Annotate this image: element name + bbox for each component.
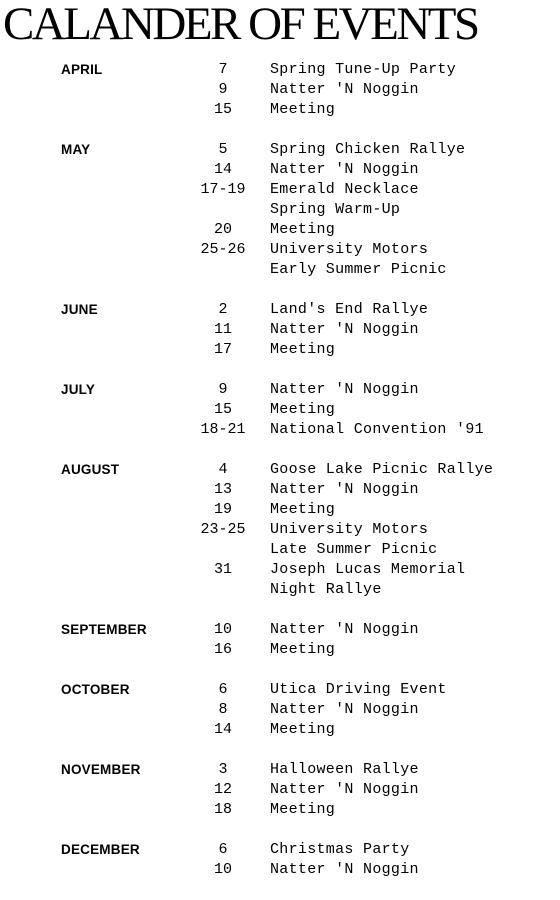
event-day: 10 xyxy=(213,861,232,878)
event-day: 16 xyxy=(213,641,232,658)
event-row xyxy=(0,320,560,340)
event-row xyxy=(0,780,560,800)
event-name: Meeting xyxy=(270,721,336,738)
event-name: Spring Warm-Up xyxy=(270,201,401,218)
event-day: 3 xyxy=(218,761,228,778)
event-name: Natter 'N Noggin xyxy=(270,781,419,798)
event-day: 31 xyxy=(213,561,232,578)
event-day: 15 xyxy=(213,101,232,118)
event-row xyxy=(0,160,560,180)
month-block-may xyxy=(0,140,560,280)
month-block-december xyxy=(0,840,560,880)
month-label: DECEMBER xyxy=(61,842,140,857)
event-row xyxy=(0,560,560,580)
event-row xyxy=(0,720,560,740)
event-row xyxy=(0,860,560,880)
event-day: 13 xyxy=(213,481,232,498)
event-name: Late Summer Picnic xyxy=(270,541,438,558)
event-day: 2 xyxy=(218,301,228,318)
event-name: National Convention '91 xyxy=(270,421,484,438)
event-name: Natter 'N Noggin xyxy=(270,621,419,638)
month-block-june xyxy=(0,300,560,360)
event-row xyxy=(0,200,560,220)
event-day: 6 xyxy=(218,841,228,858)
event-name: Meeting xyxy=(270,501,336,518)
month-block-september xyxy=(0,620,560,660)
event-row xyxy=(0,100,560,120)
event-row xyxy=(0,540,560,560)
event-row xyxy=(0,640,560,660)
month-block-april xyxy=(0,60,560,120)
event-row xyxy=(0,840,560,860)
event-row xyxy=(0,340,560,360)
event-row xyxy=(0,240,560,260)
event-day: 9 xyxy=(218,381,228,398)
event-name: Land's End Rallye xyxy=(270,301,429,318)
month-label: AUGUST xyxy=(61,462,120,477)
event-day: 4 xyxy=(218,461,228,478)
event-name: Natter 'N Noggin xyxy=(270,701,419,718)
event-row xyxy=(0,620,560,640)
event-row xyxy=(0,300,560,320)
event-row xyxy=(0,180,560,200)
events-calendar xyxy=(0,60,560,900)
event-day: 11 xyxy=(213,321,232,338)
event-row xyxy=(0,380,560,400)
month-block-august xyxy=(0,460,560,600)
event-row xyxy=(0,140,560,160)
event-day: 5 xyxy=(218,141,228,158)
event-name: Natter 'N Noggin xyxy=(270,81,419,98)
event-name: Meeting xyxy=(270,101,336,118)
month-label: MAY xyxy=(61,142,91,157)
event-name: Natter 'N Noggin xyxy=(270,861,419,878)
event-day: 17 xyxy=(213,341,232,358)
event-row xyxy=(0,400,560,420)
event-day: 15 xyxy=(213,401,232,418)
event-name: University Motors xyxy=(270,521,429,538)
event-name: Emerald Necklace xyxy=(270,181,419,198)
event-day: 9 xyxy=(218,81,228,98)
event-name: Natter 'N Noggin xyxy=(270,161,419,178)
month-block-october xyxy=(0,680,560,740)
event-name: Utica Driving Event xyxy=(270,681,447,698)
event-row xyxy=(0,580,560,600)
event-row xyxy=(0,700,560,720)
event-name: Meeting xyxy=(270,401,336,418)
event-name: Goose Lake Picnic Rallye xyxy=(270,461,494,478)
event-row xyxy=(0,480,560,500)
event-row xyxy=(0,460,560,480)
event-name: University Motors xyxy=(270,241,429,258)
month-block-november xyxy=(0,760,560,820)
event-name: Early Summer Picnic xyxy=(270,261,447,278)
event-day: 14 xyxy=(213,161,232,178)
month-label: OCTOBER xyxy=(61,682,130,697)
event-day: 18 xyxy=(213,801,232,818)
event-name: Spring Tune-Up Party xyxy=(270,61,457,78)
month-block-july xyxy=(0,380,560,440)
event-name: Meeting xyxy=(270,801,336,818)
event-day: 10 xyxy=(213,621,232,638)
event-day: 7 xyxy=(218,61,228,78)
event-row xyxy=(0,500,560,520)
page-title: CALANDER OF EVENTS xyxy=(3,0,478,50)
event-name: Halloween Rallye xyxy=(270,761,419,778)
event-day: 6 xyxy=(218,681,228,698)
event-row xyxy=(0,260,560,280)
month-label: JULY xyxy=(61,382,96,397)
event-name: Meeting xyxy=(270,341,336,358)
event-name: Natter 'N Noggin xyxy=(270,381,419,398)
event-day: 17-19 xyxy=(200,181,246,198)
month-label: JUNE xyxy=(61,302,98,317)
event-day: 25-26 xyxy=(200,241,246,258)
event-day: 18-21 xyxy=(200,421,246,438)
event-row xyxy=(0,420,560,440)
event-name: Natter 'N Noggin xyxy=(270,481,419,498)
event-day: 8 xyxy=(218,701,228,718)
month-label: SEPTEMBER xyxy=(61,622,147,637)
event-name: Natter 'N Noggin xyxy=(270,321,419,338)
event-name: Meeting xyxy=(270,221,336,238)
event-name: Joseph Lucas Memorial xyxy=(270,561,466,578)
event-name: Spring Chicken Rallye xyxy=(270,141,466,158)
event-row xyxy=(0,680,560,700)
event-row xyxy=(0,800,560,820)
event-row xyxy=(0,60,560,80)
event-day: 12 xyxy=(213,781,232,798)
event-name: Christmas Party xyxy=(270,841,410,858)
event-row xyxy=(0,80,560,100)
event-name: Meeting xyxy=(270,641,336,658)
event-row xyxy=(0,520,560,540)
event-day: 20 xyxy=(213,221,232,238)
event-day: 14 xyxy=(213,721,232,738)
event-day: 23-25 xyxy=(200,521,246,538)
month-label: NOVEMBER xyxy=(61,762,141,777)
event-day: 19 xyxy=(213,501,232,518)
event-name: Night Rallye xyxy=(270,581,382,598)
month-label: APRIL xyxy=(61,62,103,77)
event-row xyxy=(0,220,560,240)
event-row xyxy=(0,760,560,780)
